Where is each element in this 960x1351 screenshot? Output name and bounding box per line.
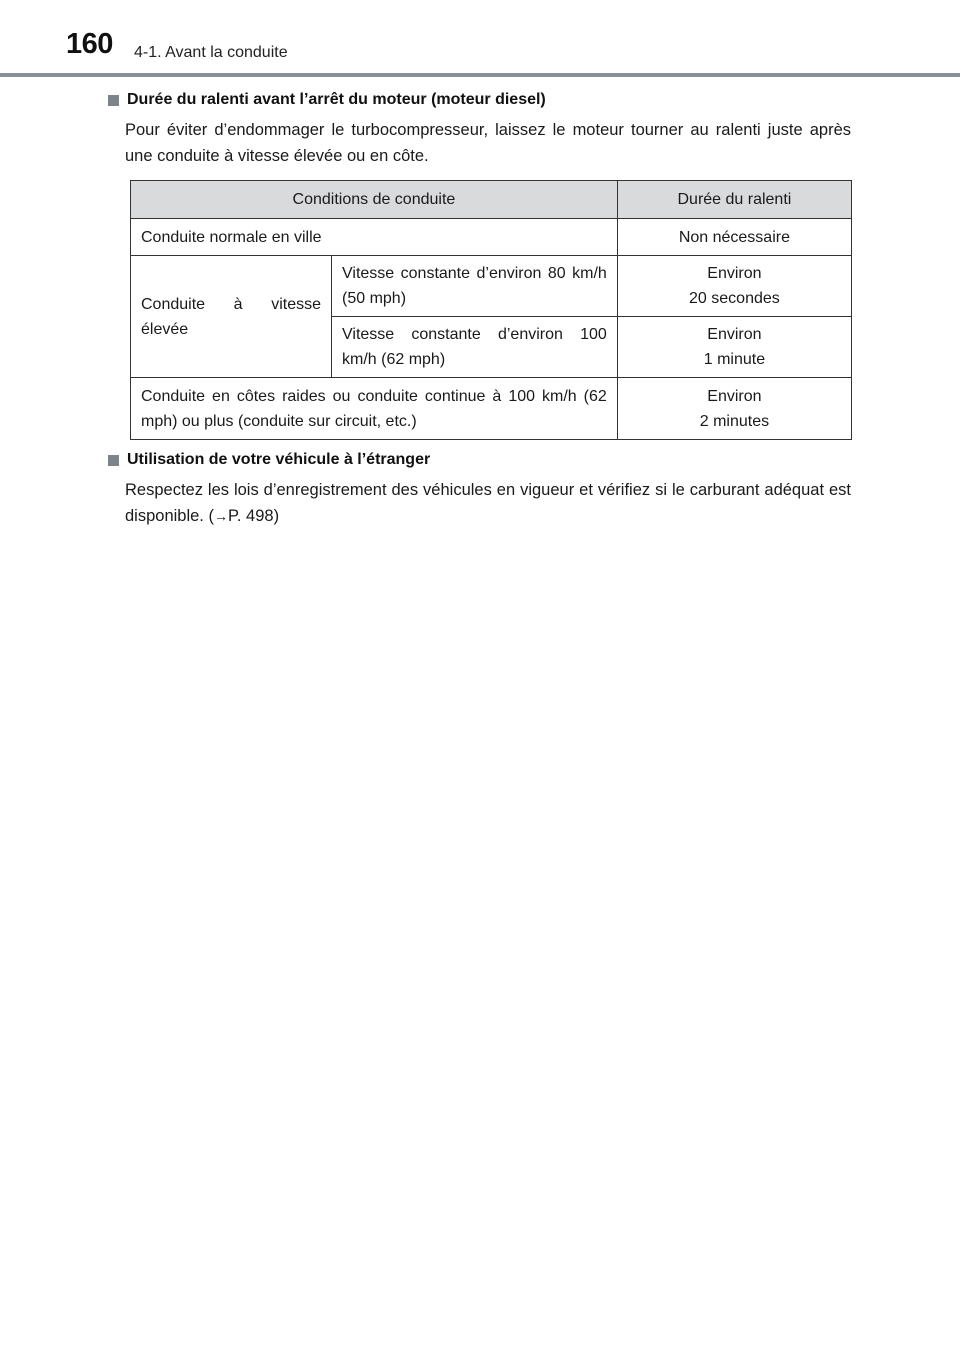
heading-abroad bbox=[108, 451, 430, 469]
heading-idle-duration bbox=[108, 91, 546, 109]
table-header-row bbox=[131, 181, 852, 219]
duration-line1: Environ bbox=[707, 326, 762, 343]
table-row bbox=[131, 378, 852, 440]
table-header-duration: Durée du ralenti bbox=[617, 181, 851, 219]
page-number: 160 bbox=[66, 28, 113, 60]
duration-line2: 1 minute bbox=[703, 351, 766, 368]
paragraph-idle-intro: Pour éviter d’endommager le turbocompresseur, laissez le moteur tourner au ralenti juste après une conduite à vitesse élevée ou en côte. bbox=[125, 121, 851, 165]
table-cell-condition: Vitesse constante d’environ 80 km/h (50 mph) bbox=[332, 256, 618, 317]
paragraph-abroad bbox=[125, 477, 851, 529]
heading-bullet-square-icon bbox=[108, 455, 119, 466]
duration-line1: Environ bbox=[707, 265, 762, 282]
arrow-right-icon: → bbox=[213, 508, 228, 524]
table-cell-condition: Vitesse constante d’environ 100 km/h (62 mph) bbox=[332, 317, 618, 378]
table-cell-condition-group-text: Conduite à vitesse élevée bbox=[141, 295, 321, 338]
table-row bbox=[131, 219, 852, 256]
heading-text: Durée du ralenti avant l’arrêt du moteur (moteur diesel) bbox=[127, 91, 546, 108]
duration-line2: 20 secondes bbox=[689, 290, 780, 307]
table-header-conditions: Conditions de conduite bbox=[131, 181, 618, 219]
heading-text: Utilisation de votre véhicule à l’étranger bbox=[127, 451, 431, 468]
section-title: 4-1. Avant la conduite bbox=[134, 44, 288, 61]
table-cell-condition-group bbox=[131, 256, 332, 378]
table-row bbox=[131, 256, 852, 317]
table-cell-condition: Conduite en côtes raides ou conduite continue à 100 km/h (62 mph) ou plus (conduite sur circuit, etc.) bbox=[131, 378, 618, 440]
header-rule bbox=[0, 73, 960, 77]
table-cell-duration bbox=[617, 317, 851, 378]
table-cell-duration: Non nécessaire bbox=[617, 219, 851, 256]
table-cell-duration bbox=[617, 256, 851, 317]
duration-line1: Environ bbox=[707, 387, 762, 405]
idle-duration-table bbox=[130, 180, 852, 440]
duration-line2: 2 minutes bbox=[699, 412, 770, 430]
page-reference-link[interactable]: P. 498 bbox=[227, 507, 274, 525]
table-cell-duration bbox=[617, 378, 851, 440]
paragraph-abroad-close: ) bbox=[273, 507, 280, 525]
heading-bullet-square-icon bbox=[108, 95, 119, 106]
table-cell-condition: Conduite normale en ville bbox=[131, 219, 618, 256]
paragraph-abroad-text: Respectez les lois d’enregistrement des véhicules en vigueur et vérifiez si le carburant adéquat est disponible. ( bbox=[125, 481, 851, 525]
